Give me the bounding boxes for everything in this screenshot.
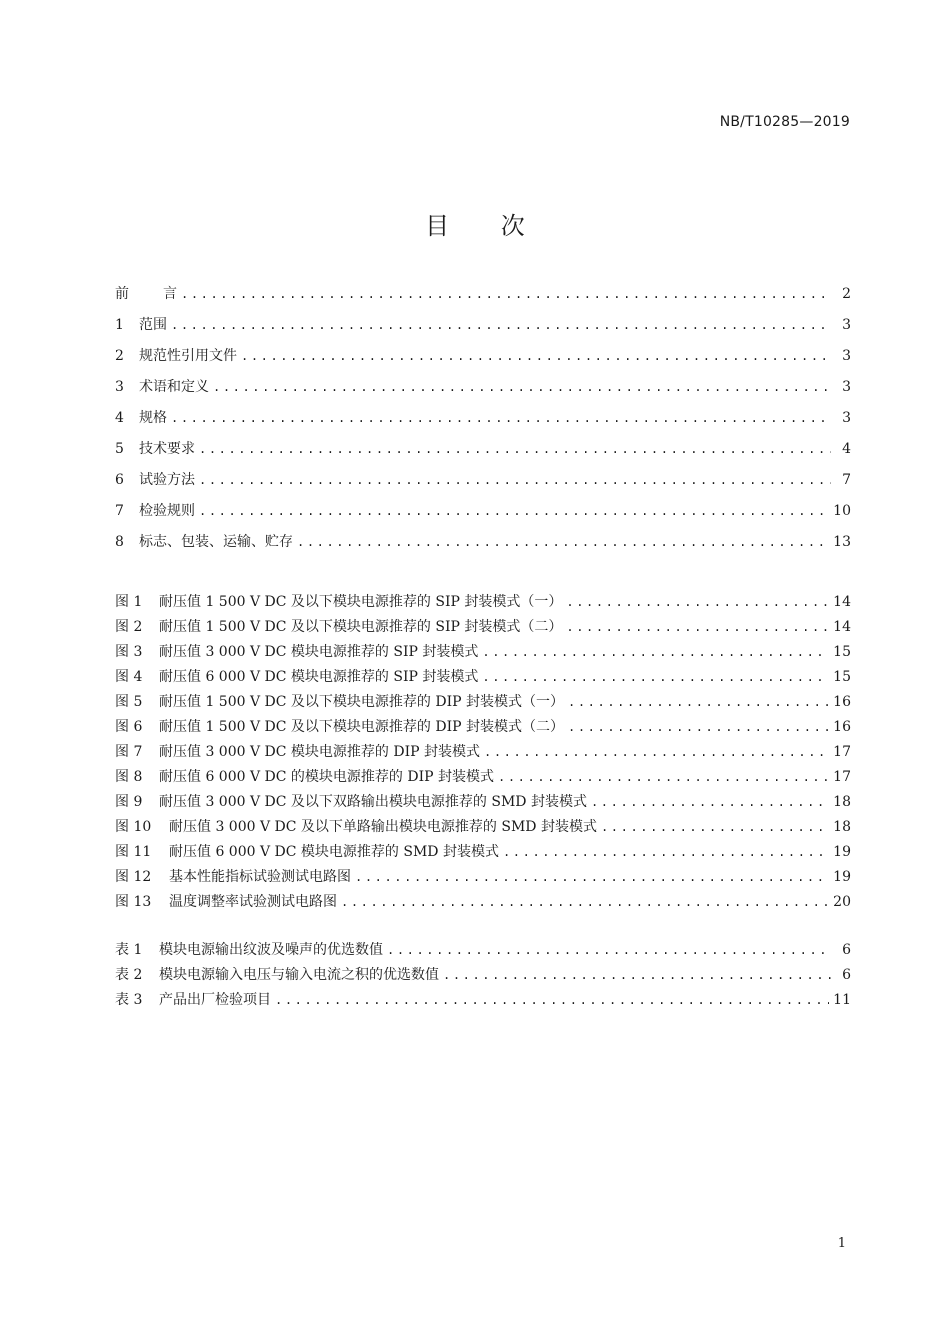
toc-entry-title: 模块电源输出纹波及噪声的优选数值 xyxy=(159,942,383,958)
toc-figures xyxy=(115,591,851,916)
dot-leader xyxy=(181,287,831,301)
toc-entry-number: 7 xyxy=(115,503,124,519)
dot-leader xyxy=(213,380,831,394)
dot-leader xyxy=(601,820,829,834)
toc-entry-title: 耐压值 3 000 V DC 及以下双路输出模块电源推荐的 SMD 封装模式 xyxy=(159,794,587,810)
toc-entry-section-7[interactable] xyxy=(115,500,851,531)
toc-entry-title: 产品出厂检验项目 xyxy=(159,992,271,1008)
toc-entry-title: 术语和定义 xyxy=(139,379,209,395)
dot-leader xyxy=(591,795,829,809)
toc-entry-number: 图 9 xyxy=(115,794,143,810)
toc-entry-page: 13 xyxy=(833,534,851,550)
toc-entry-figure-3[interactable] xyxy=(115,641,851,666)
toc-entry-number: 图 8 xyxy=(115,769,143,785)
toc-entry-figure-9[interactable] xyxy=(115,791,851,816)
toc-entry-figure-8[interactable] xyxy=(115,766,851,791)
toc-entry-page: 4 xyxy=(842,441,851,457)
document-code: NB/T10285—2019 xyxy=(719,114,850,130)
toc-entry-number: 3 xyxy=(115,379,124,395)
toc-entry-title: 范围 xyxy=(139,317,167,333)
toc-entry-page: 11 xyxy=(833,992,851,1008)
dot-leader xyxy=(199,473,831,487)
toc-entry-figure-5[interactable] xyxy=(115,691,851,716)
toc-entry-figure-7[interactable] xyxy=(115,741,851,766)
toc-entry-number: 表 2 xyxy=(115,967,143,983)
toc-entry-page: 16 xyxy=(833,694,851,710)
toc-entry-figure-6[interactable] xyxy=(115,716,851,741)
toc-entry-figure-12[interactable] xyxy=(115,866,851,891)
toc-entry-title: 基本性能指标试验测试电路图 xyxy=(169,869,351,885)
toc-entry-page: 3 xyxy=(842,348,851,364)
dot-leader xyxy=(241,349,831,363)
toc-entry-title: 模块电源输入电压与输入电流之积的优选数值 xyxy=(159,967,439,983)
toc-entry-number: 表 1 xyxy=(115,942,143,958)
toc-entry-title: 技术要求 xyxy=(139,441,195,457)
toc-entry-number: 图 6 xyxy=(115,719,143,735)
toc-entry-page: 20 xyxy=(833,894,851,910)
toc-entry-page: 15 xyxy=(833,644,851,660)
dot-leader xyxy=(566,620,829,634)
toc-entry-page: 18 xyxy=(833,794,851,810)
toc-entry-figure-4[interactable] xyxy=(115,666,851,691)
toc-entry-table-3[interactable] xyxy=(115,989,851,1014)
toc-entry-page: 3 xyxy=(842,379,851,395)
toc-entry-page: 18 xyxy=(833,819,851,835)
toc-entry-page: 7 xyxy=(842,472,851,488)
toc-entry-title: 耐压值 1 500 V DC 及以下模块电源推荐的 DIP 封装模式（一） xyxy=(159,694,565,710)
dot-leader xyxy=(199,442,831,456)
toc-entry-figure-11[interactable] xyxy=(115,841,851,866)
toc-entry-section-3[interactable] xyxy=(115,376,851,407)
toc-entry-title: 耐压值 6 000 V DC 模块电源推荐的 SIP 封装模式 xyxy=(159,669,479,685)
dot-leader xyxy=(387,943,831,957)
toc-entry-number: 图 13 xyxy=(115,894,152,910)
toc-entry-section-5[interactable] xyxy=(115,438,851,469)
dot-leader xyxy=(484,745,829,759)
toc-entry-number: 图 11 xyxy=(115,844,152,860)
toc-entry-foreword[interactable] xyxy=(115,283,851,314)
page-number: 1 xyxy=(837,1236,846,1251)
toc-entry-title: 耐压值 3 000 V DC 及以下单路输出模块电源推荐的 SMD 封装模式 xyxy=(169,819,597,835)
toc-entry-number: 图 2 xyxy=(115,619,143,635)
toc-entry-page: 17 xyxy=(833,744,851,760)
toc-entry-number: 1 xyxy=(115,317,124,333)
toc-entry-title: 耐压值 6 000 V DC 模块电源推荐的 SMD 封装模式 xyxy=(169,844,499,860)
toc-entry-title: 规范性引用文件 xyxy=(139,348,237,364)
toc-entry-page: 2 xyxy=(842,286,851,302)
toc-entry-number: 图 1 xyxy=(115,594,143,610)
dot-leader xyxy=(503,845,829,859)
toc-entry-section-2[interactable] xyxy=(115,345,851,376)
dot-leader xyxy=(199,504,829,518)
toc-entry-page: 3 xyxy=(842,410,851,426)
dot-leader xyxy=(443,968,831,982)
dot-leader xyxy=(482,670,829,684)
dot-leader xyxy=(568,695,829,709)
toc-entry-number: 图 5 xyxy=(115,694,143,710)
toc-entry-title: 耐压值 1 500 V DC 及以下模块电源推荐的 SIP 封装模式（二） xyxy=(159,619,563,635)
dot-leader xyxy=(171,318,831,332)
dot-leader xyxy=(482,645,829,659)
toc-entry-section-6[interactable] xyxy=(115,469,851,500)
dot-leader xyxy=(355,870,829,884)
toc-entry-title: 耐压值 3 000 V DC 模块电源推荐的 DIP 封装模式 xyxy=(159,744,481,760)
toc-entry-figure-2[interactable] xyxy=(115,616,851,641)
toc-entry-page: 10 xyxy=(833,503,851,519)
toc-entry-number: 2 xyxy=(115,348,124,364)
toc-entry-page: 16 xyxy=(833,719,851,735)
toc-entry-page: 6 xyxy=(842,967,851,983)
dot-leader xyxy=(566,595,829,609)
toc-entry-number: 6 xyxy=(115,472,124,488)
toc-entry-title: 温度调整率试验测试电路图 xyxy=(169,894,337,910)
toc-entry-page: 14 xyxy=(833,619,851,635)
dot-leader xyxy=(171,411,831,425)
toc-entry-title: 耐压值 6 000 V DC 的模块电源推荐的 DIP 封装模式 xyxy=(159,769,495,785)
toc-entry-page: 19 xyxy=(833,869,851,885)
toc-entry-figure-10[interactable] xyxy=(115,816,851,841)
dot-leader xyxy=(297,535,829,549)
dot-leader xyxy=(498,770,829,784)
toc-entry-section-4[interactable] xyxy=(115,407,851,438)
toc-entry-title: 标志、包装、运输、贮存 xyxy=(139,534,293,550)
toc-entry-number: 8 xyxy=(115,534,124,550)
toc-entry-table-1[interactable] xyxy=(115,939,851,964)
toc-entry-number: 图 7 xyxy=(115,744,143,760)
toc-tables xyxy=(115,939,851,1014)
toc-entry-number: 图 3 xyxy=(115,644,143,660)
toc-sections xyxy=(115,283,851,562)
dot-leader xyxy=(275,993,829,1007)
toc-entry-title: 言 xyxy=(163,286,177,302)
toc-entry-figure-1[interactable] xyxy=(115,591,851,616)
toc-entry-page: 6 xyxy=(842,942,851,958)
toc-entry-title: 规格 xyxy=(139,410,167,426)
toc-entry-number: 前 xyxy=(115,286,129,302)
toc-entry-page: 17 xyxy=(833,769,851,785)
toc-entry-section-1[interactable] xyxy=(115,314,851,345)
toc-entry-number: 4 xyxy=(115,410,124,426)
toc-entry-figure-13[interactable] xyxy=(115,891,851,916)
dot-leader xyxy=(568,720,829,734)
toc-entry-page: 15 xyxy=(833,669,851,685)
toc-entry-section-8[interactable] xyxy=(115,531,851,562)
toc-entry-number: 5 xyxy=(115,441,124,457)
toc-entry-number: 表 3 xyxy=(115,992,143,1008)
toc-entry-number: 图 10 xyxy=(115,819,152,835)
page-title: 目 次 xyxy=(425,212,547,240)
toc-entry-title: 耐压值 3 000 V DC 模块电源推荐的 SIP 封装模式 xyxy=(159,644,479,660)
toc-entry-number: 图 4 xyxy=(115,669,143,685)
toc-entry-title: 耐压值 1 500 V DC 及以下模块电源推荐的 DIP 封装模式（二） xyxy=(159,719,565,735)
toc-entry-page: 14 xyxy=(833,594,851,610)
toc-entry-table-2[interactable] xyxy=(115,964,851,989)
toc-entry-title: 试验方法 xyxy=(139,472,195,488)
toc-entry-number: 图 12 xyxy=(115,869,152,885)
dot-leader xyxy=(341,895,829,909)
toc-entry-page: 19 xyxy=(833,844,851,860)
toc-entry-title: 检验规则 xyxy=(139,503,195,519)
toc-entry-title: 耐压值 1 500 V DC 及以下模块电源推荐的 SIP 封装模式（一） xyxy=(159,594,563,610)
toc-entry-page: 3 xyxy=(842,317,851,333)
